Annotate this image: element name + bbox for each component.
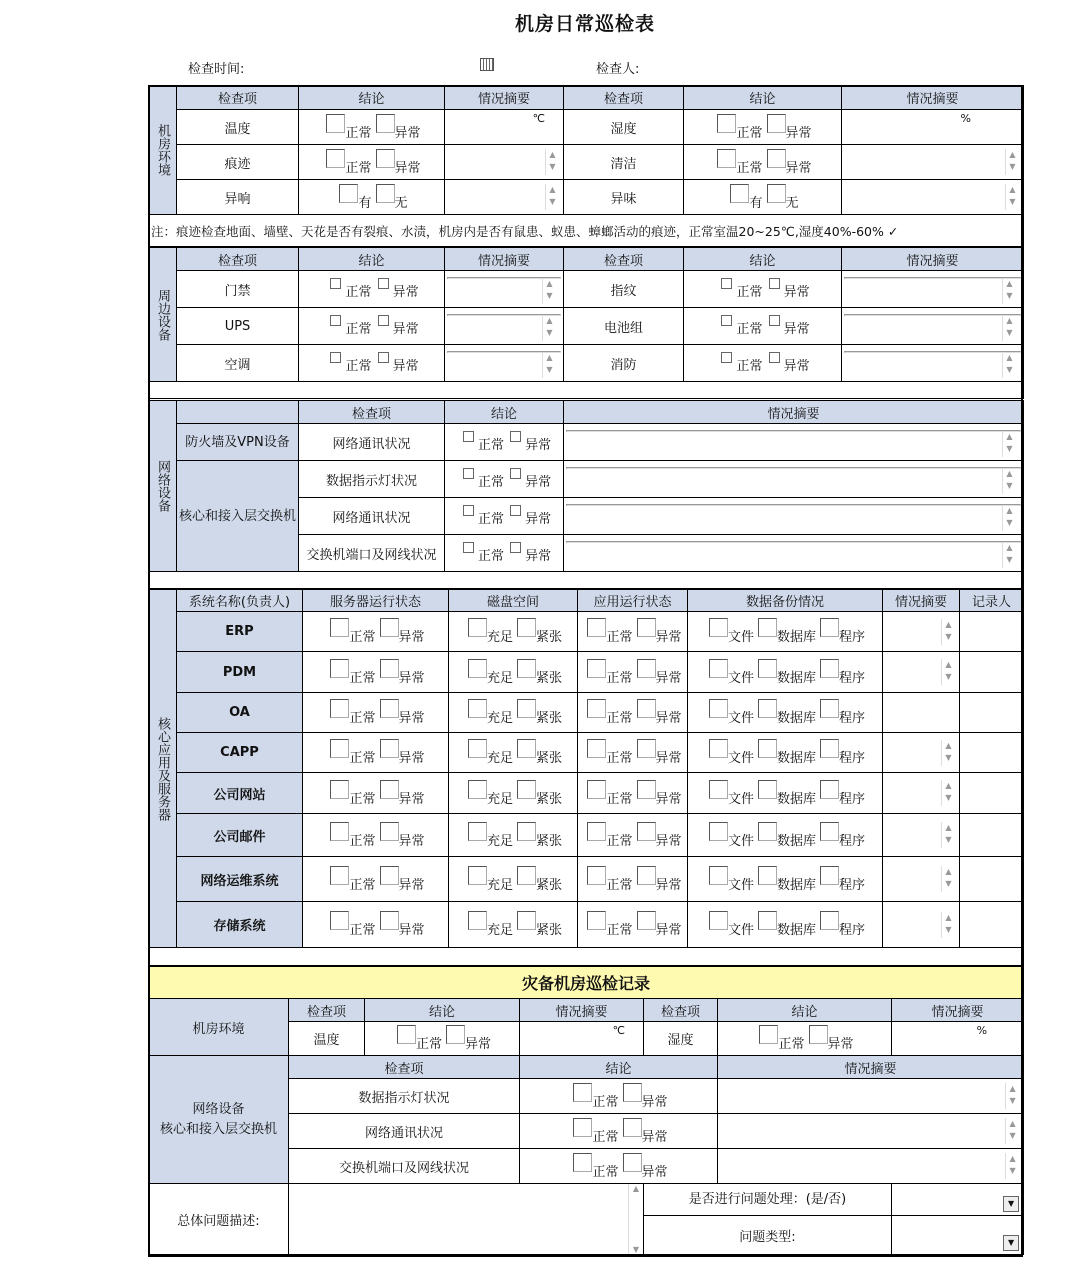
checkbox-label: 正常	[778, 1037, 805, 1052]
checkbox-label: 文件	[727, 711, 754, 726]
spin-arrows-icon[interactable]: ▲ ▼	[1002, 505, 1016, 531]
checkbox-label: 异常	[783, 359, 810, 374]
spin-arrows-icon[interactable]: ▲ ▼	[1002, 315, 1016, 341]
checkbox-label: 正常	[606, 670, 633, 686]
checkbox-label: 紧张	[536, 833, 563, 849]
section-label: 网络设备	[149, 401, 177, 572]
desc-label: 总体问题描述:	[149, 1184, 289, 1255]
column-header: 结论	[445, 401, 564, 424]
checkbox-label: 紧张	[536, 791, 563, 807]
check-item: 网络通讯状况	[299, 498, 445, 535]
spin-arrows-icon[interactable]: ▲ ▼	[542, 352, 556, 378]
column-header: 情况摘要	[445, 248, 564, 271]
checkbox-label: 异常	[525, 512, 552, 527]
checkbox-label: 异常	[394, 125, 421, 141]
check-item: 门禁	[177, 271, 299, 308]
checkbox-label: 异常	[655, 711, 682, 726]
checkbox-label: 正常	[606, 833, 633, 849]
column-header: 记录人	[960, 590, 1024, 612]
check-item: 消防	[564, 345, 684, 382]
spin-arrows-icon[interactable]: ▲ ▼	[1005, 1153, 1019, 1179]
group-label: 防火墙及VPN设备	[177, 424, 299, 461]
scrollbar[interactable]: ▲ ▼	[628, 1184, 643, 1254]
system-name: CAPP	[177, 733, 303, 773]
handled-label: 是否进行问题处理：(是/否)	[644, 1184, 892, 1216]
checkbox-label: 数据库	[776, 630, 816, 645]
checkbox-label: 异常	[398, 630, 425, 645]
column-header: 结论	[520, 1056, 718, 1079]
checkbox-label: 正常	[415, 1037, 442, 1052]
calendar-icon[interactable]	[480, 58, 494, 71]
checkbox-label: 程序	[839, 923, 866, 938]
checkbox-label: 充足	[486, 877, 513, 893]
check-item: 交换机端口及网线状况	[289, 1149, 520, 1184]
checkbox-label: 异常	[398, 877, 425, 893]
checkbox-label: 正常	[606, 751, 633, 766]
column-header: 结论	[684, 86, 842, 110]
checkbox-label: 文件	[727, 877, 754, 893]
checkbox-label: 异常	[785, 125, 812, 141]
checkbox-label: 数据库	[776, 670, 816, 686]
backup-title: 灾备机房巡检记录	[149, 967, 1024, 999]
inspector-label: 检查人:	[596, 62, 640, 77]
column-header: 检查项	[289, 999, 365, 1022]
checkbox-label: 正常	[349, 791, 376, 807]
check-item: 空调	[177, 345, 299, 382]
check-item: 温度	[289, 1022, 365, 1056]
spin-arrows-icon[interactable]: ▲ ▼	[941, 866, 955, 892]
checkbox-label: 充足	[486, 670, 513, 686]
spin-arrows-icon[interactable]: ▲ ▼	[545, 184, 559, 210]
check-item: 交换机端口及网线状况	[299, 535, 445, 572]
checkbox-label: 数据库	[776, 877, 816, 893]
dropdown-icon[interactable]: ▼	[1003, 1235, 1019, 1251]
check-item: 清洁	[564, 145, 684, 180]
system-name: OA	[177, 693, 303, 733]
spin-arrows-icon[interactable]: ▲ ▼	[542, 315, 556, 341]
column-header: 情况摘要	[520, 999, 644, 1022]
checkbox-label: 数据库	[776, 751, 816, 766]
column-header: 情况摘要	[564, 401, 1024, 424]
spin-arrows-icon[interactable]: ▲ ▼	[1005, 149, 1019, 175]
dropdown-icon[interactable]: ▼	[1003, 1196, 1019, 1212]
column-header: 结论	[718, 999, 892, 1022]
checkbox-label: 异常	[785, 160, 812, 176]
column-header: 情况摘要	[842, 86, 1024, 110]
checkbox-label: 正常	[345, 285, 372, 300]
checkbox-label: 正常	[477, 549, 504, 564]
column-header: 情况摘要	[718, 1056, 1024, 1079]
column-header: 系统名称(负责人)	[177, 590, 303, 612]
env-label: 机房环境	[149, 999, 289, 1056]
check-item: 网络通讯状况	[299, 424, 445, 461]
checkbox-label: 程序	[839, 711, 866, 726]
net-label-1: 网络设备	[192, 1101, 245, 1117]
system-name: ERP	[177, 612, 303, 652]
column-header: 结论	[299, 248, 445, 271]
checkbox-label: 异常	[655, 751, 682, 766]
column-header: 结论	[365, 999, 520, 1022]
checkbox-label: 紧张	[536, 630, 563, 645]
column-header: 数据备份情况	[688, 590, 883, 612]
check-item: 异味	[564, 180, 684, 215]
checkbox-label: 文件	[727, 751, 754, 766]
checkbox-label: 充足	[486, 630, 513, 645]
checkbox-label: 异常	[827, 1037, 854, 1052]
checkbox-label: 正常	[349, 877, 376, 893]
column-header: 应用运行状态	[578, 590, 688, 612]
unit-label: ℃	[532, 112, 545, 125]
group-label: 核心和接入层交换机	[177, 461, 299, 572]
column-header: 磁盘空间	[449, 590, 578, 612]
checkbox-label: 紧张	[536, 711, 563, 726]
checkbox-label: 正常	[606, 711, 633, 726]
checkbox-label: 无	[394, 195, 408, 211]
checkbox-label: 正常	[345, 322, 372, 337]
spin-arrows-icon[interactable]: ▲ ▼	[941, 822, 955, 848]
checkbox-label: 文件	[727, 923, 754, 938]
system-name: 公司网站	[177, 773, 303, 814]
system-name: PDM	[177, 652, 303, 693]
checkbox-label: 异常	[641, 1164, 668, 1180]
checkbox-label: 数据库	[776, 791, 816, 807]
checkbox-label: 异常	[398, 791, 425, 807]
checkbox-label: 正常	[736, 285, 763, 300]
checkbox-label: 正常	[345, 125, 372, 141]
net-label-2: 核心和接入层交换机	[159, 1121, 277, 1137]
checkbox-label: 异常	[525, 549, 552, 564]
spin-arrows-icon[interactable]: ▲ ▼	[1002, 542, 1016, 568]
checkbox-label: 异常	[398, 711, 425, 726]
checkbox-label: 异常	[392, 285, 419, 300]
checkbox-label: 程序	[839, 877, 866, 893]
column-header: 检查项	[289, 1056, 520, 1079]
checkbox-label: 异常	[783, 285, 810, 300]
checkbox-label: 正常	[349, 670, 376, 686]
checkbox-label: 异常	[783, 322, 810, 337]
checkbox-label: 正常	[477, 475, 504, 490]
spin-arrows-icon[interactable]: ▲ ▼	[1005, 1118, 1019, 1144]
column-header: 检查项	[564, 86, 684, 110]
checkbox-label: 异常	[655, 923, 682, 938]
system-name: 网络运维系统	[177, 857, 303, 902]
checkbox-label: 异常	[655, 791, 682, 807]
checkbox-label: 紧张	[536, 923, 563, 938]
check-item: 温度	[177, 110, 299, 145]
check-item: 湿度	[564, 110, 684, 145]
section-label: 机房环境	[149, 86, 177, 215]
checkbox-label: 有	[358, 195, 372, 211]
checkbox-label: 紧张	[536, 751, 563, 766]
checkbox-label: 正常	[349, 630, 376, 645]
checkbox-label: 程序	[839, 670, 866, 686]
checkbox-label: 充足	[486, 751, 513, 766]
check-item: 湿度	[644, 1022, 718, 1056]
checkbox-label: 异常	[398, 670, 425, 686]
checkbox-label: 异常	[392, 359, 419, 374]
checkbox-label: 异常	[655, 877, 682, 893]
checkbox-label: 正常	[606, 877, 633, 893]
checkbox-label: 充足	[486, 791, 513, 807]
column-header: 检查项	[564, 248, 684, 271]
checkbox-label: 正常	[349, 751, 376, 766]
checkbox-label: 异常	[398, 751, 425, 766]
checkbox-label: 正常	[349, 923, 376, 938]
checkbox-label: 异常	[398, 923, 425, 938]
checkbox-label: 正常	[477, 512, 504, 527]
checkbox-label: 正常	[736, 322, 763, 337]
check-item: 网络通讯状况	[289, 1114, 520, 1149]
column-header: 结论	[299, 86, 445, 110]
checkbox-label: 紧张	[536, 670, 563, 686]
checkbox-label: 文件	[727, 791, 754, 807]
system-name: 存储系统	[177, 902, 303, 948]
check-item: 数据指示灯状况	[289, 1079, 520, 1114]
checkbox-label: 异常	[525, 475, 552, 490]
column-header: 情况摘要	[883, 590, 960, 612]
checkbox-label: 异常	[655, 833, 682, 849]
unit-label: %	[976, 1023, 988, 1037]
checkbox-label: 充足	[486, 923, 513, 938]
checkbox-label: 数据库	[776, 711, 816, 726]
note-text: 注：痕迹检查地面、墙壁、天花是否有裂痕、水渍，机房内是否有鼠患、蚁患、蟑螂活动的痕迹，正常室温20~25℃,湿度40%-60% ✓	[149, 215, 1024, 247]
spin-arrows-icon[interactable]: ▲ ▼	[941, 740, 955, 766]
spin-arrows-icon[interactable]: ▲ ▼	[1002, 352, 1016, 378]
checkbox-label: 正常	[736, 125, 763, 141]
spin-arrows-icon[interactable]: ▲ ▼	[1002, 468, 1016, 494]
spin-arrows-icon[interactable]: ▲ ▼	[941, 659, 955, 685]
checkbox-label: 紧张	[536, 877, 563, 893]
checkbox-label: 正常	[477, 438, 504, 453]
checkbox-label: 正常	[592, 1094, 619, 1110]
spin-arrows-icon[interactable]: ▲ ▼	[545, 149, 559, 175]
checkbox-label: 正常	[592, 1164, 619, 1180]
checkbox-label: 正常	[736, 359, 763, 374]
spin-arrows-icon[interactable]: ▲ ▼	[1005, 184, 1019, 210]
check-item: UPS	[177, 308, 299, 345]
checkbox-label: 异常	[392, 322, 419, 337]
column-header: 检查项	[299, 401, 445, 424]
check-item: 痕迹	[177, 145, 299, 180]
checkbox-label: 正常	[349, 711, 376, 726]
type-label: 问题类型:	[644, 1216, 892, 1255]
spin-arrows-icon[interactable]: ▲ ▼	[1002, 431, 1016, 457]
unit-label: %	[960, 112, 971, 125]
spin-arrows-icon[interactable]: ▲ ▼	[941, 619, 955, 645]
check-item: 数据指示灯状况	[299, 461, 445, 498]
check-item: 电池组	[564, 308, 684, 345]
spin-arrows-icon[interactable]: ▲ ▼	[941, 780, 955, 806]
column-header: 检查项	[177, 248, 299, 271]
checkbox-label: 异常	[641, 1094, 668, 1110]
check-item: 异响	[177, 180, 299, 215]
checkbox-label: 程序	[839, 630, 866, 645]
spin-arrows-icon[interactable]: ▲ ▼	[542, 278, 556, 304]
column-header: 检查项	[177, 86, 299, 110]
check-time-label: 检查时间:	[188, 62, 245, 77]
spin-arrows-icon[interactable]: ▲ ▼	[1005, 1083, 1019, 1109]
checkbox-label: 异常	[398, 833, 425, 849]
checkbox-label: 异常	[655, 670, 682, 686]
spin-arrows-icon[interactable]: ▲ ▼	[1002, 278, 1016, 304]
checkbox-label: 正常	[592, 1129, 619, 1145]
column-header: 服务器运行状态	[303, 590, 449, 612]
checkbox-label: 程序	[839, 751, 866, 766]
column-header: 情况摘要	[892, 999, 1024, 1022]
checkbox-label: 正常	[736, 160, 763, 176]
checkbox-label: 文件	[727, 670, 754, 686]
checkbox-label: 充足	[486, 833, 513, 849]
checkbox-label: 程序	[839, 833, 866, 849]
checkbox-label: 异常	[394, 160, 421, 176]
checkbox-label: 正常	[349, 833, 376, 849]
check-item: 指纹	[564, 271, 684, 308]
column-header: 情况摘要	[842, 248, 1024, 271]
system-name: 公司邮件	[177, 814, 303, 857]
checkbox-label: 数据库	[776, 923, 816, 938]
checkbox-label: 异常	[465, 1037, 492, 1052]
section-label: 周边设备	[149, 248, 177, 382]
form-frame	[148, 85, 1023, 1257]
spin-arrows-icon[interactable]: ▲ ▼	[941, 912, 955, 938]
unit-label: ℃	[612, 1023, 625, 1037]
checkbox-label: 程序	[839, 791, 866, 807]
checkbox-label: 正常	[606, 791, 633, 807]
checkbox-label: 文件	[727, 833, 754, 849]
checkbox-label: 正常	[345, 359, 372, 374]
checkbox-label: 正常	[606, 923, 633, 938]
checkbox-label: 异常	[655, 630, 682, 645]
checkbox-label: 数据库	[776, 833, 816, 849]
checkbox-label: 无	[785, 195, 799, 211]
section-label: 核心应用及服务器	[149, 590, 177, 948]
checkbox-label: 文件	[727, 630, 754, 645]
checkbox-label: 异常	[641, 1129, 668, 1145]
checkbox-label: 正常	[606, 630, 633, 645]
column-header: 情况摘要	[445, 86, 564, 110]
page-title: 机房日常巡检表	[514, 13, 655, 35]
checkbox-label: 正常	[345, 160, 372, 176]
checkbox-label: 充足	[486, 711, 513, 726]
checkbox-label: 异常	[525, 438, 552, 453]
column-header: 检查项	[644, 999, 718, 1022]
column-header: 结论	[684, 248, 842, 271]
checkbox-label: 有	[749, 195, 763, 211]
